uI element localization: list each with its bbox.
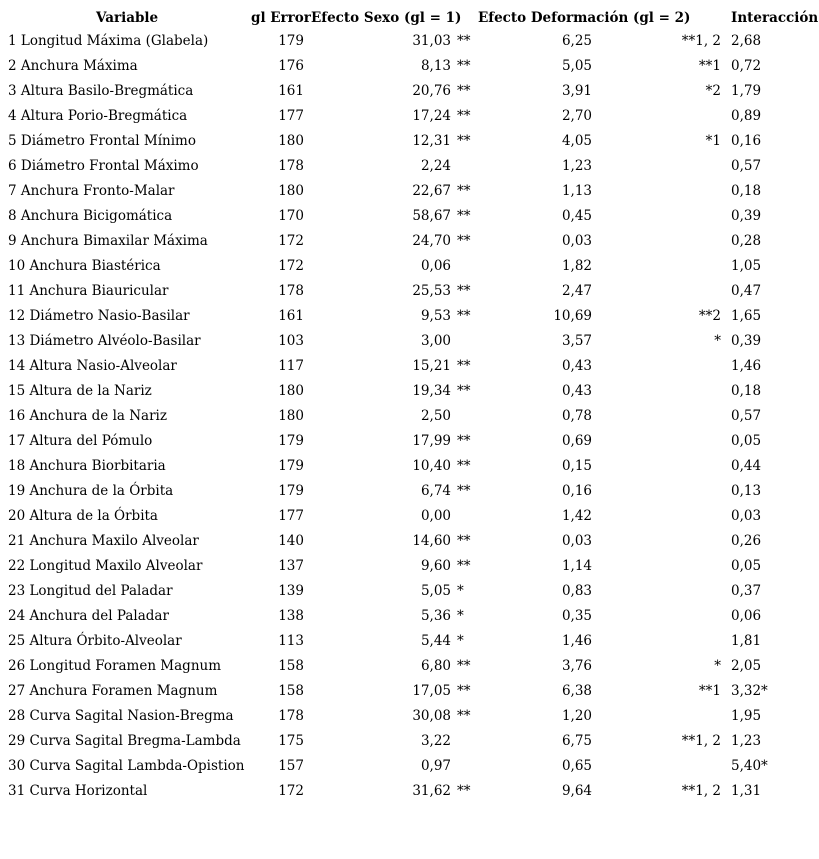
cell-efecto-sexo: 31,62	[412, 783, 451, 799]
cell-efecto-sexo: 5,44	[420, 633, 451, 649]
cell-interaccion: 1,79	[731, 83, 762, 99]
cell-gl-error: 179	[278, 458, 304, 474]
table-row	[0, 579, 819, 604]
cell-gl-error: 177	[278, 508, 304, 524]
table-row	[0, 229, 819, 254]
table-row	[0, 329, 819, 354]
cell-efecto-deformacion: 0,65	[561, 758, 592, 774]
cell-sexo-significance: **	[457, 458, 471, 474]
header-efecto-sexo: Efecto Sexo (gl = 1)	[311, 10, 462, 26]
table-row	[0, 154, 819, 179]
cell-interaccion: 1,05	[731, 258, 762, 274]
cell-gl-error: 177	[278, 108, 304, 124]
cell-sexo-significance: **	[457, 233, 471, 249]
cell-efecto-deformacion: 0,78	[561, 408, 592, 424]
cell-gl-error: 170	[278, 208, 304, 224]
cell-efecto-sexo: 0,00	[420, 508, 451, 524]
cell-variable: 25 Altura Órbito-Alveolar	[8, 633, 182, 649]
cell-sexo-significance: **	[457, 658, 471, 674]
cell-variable: 12 Diámetro Nasio-Basilar	[8, 308, 190, 324]
cell-efecto-deformacion: 0,69	[561, 433, 592, 449]
cell-efecto-deformacion: 0,45	[561, 208, 592, 224]
cell-interaccion: 0,47	[731, 283, 762, 299]
cell-interaccion: 3,32*	[731, 683, 768, 699]
cell-interaccion: 1,65	[731, 308, 762, 324]
cell-efecto-sexo: 14,60	[412, 533, 451, 549]
table-row	[0, 79, 819, 104]
cell-variable: 26 Longitud Foramen Magnum	[8, 658, 222, 674]
cell-efecto-deformacion: 6,38	[561, 683, 592, 699]
cell-deformacion-significance: *	[714, 333, 721, 349]
cell-efecto-sexo: 8,13	[420, 58, 451, 74]
cell-interaccion: 1,31	[731, 783, 762, 799]
cell-efecto-deformacion: 0,15	[561, 458, 592, 474]
cell-variable: 9 Anchura Bimaxilar Máxima	[8, 233, 208, 249]
cell-efecto-deformacion: 3,57	[561, 333, 592, 349]
cell-gl-error: 161	[278, 83, 304, 99]
cell-efecto-sexo: 10,40	[412, 458, 451, 474]
cell-sexo-significance: **	[457, 533, 471, 549]
cell-sexo-significance: **	[457, 208, 471, 224]
cell-efecto-sexo: 58,67	[412, 208, 451, 224]
cell-interaccion: 1,81	[731, 633, 762, 649]
cell-gl-error: 180	[278, 383, 304, 399]
cell-variable: 31 Curva Horizontal	[8, 783, 148, 799]
cell-gl-error: 180	[278, 133, 304, 149]
cell-variable: 21 Anchura Maxilo Alveolar	[8, 533, 199, 549]
table-row	[0, 679, 819, 704]
cell-gl-error: 172	[278, 783, 304, 799]
cell-efecto-deformacion: 1,14	[561, 558, 592, 574]
cell-efecto-sexo: 12,31	[412, 133, 451, 149]
cell-gl-error: 113	[278, 633, 304, 649]
cell-variable: 13 Diámetro Alvéolo-Basilar	[8, 333, 201, 349]
cell-gl-error: 161	[278, 308, 304, 324]
cell-gl-error: 179	[278, 483, 304, 499]
cell-efecto-deformacion: 5,05	[561, 58, 592, 74]
cell-deformacion-significance: *	[714, 658, 721, 674]
header-efecto-deformacion: Efecto Deformación (gl = 2)	[478, 10, 691, 26]
cell-variable: 30 Curva Sagital Lambda-Opistion	[8, 758, 245, 774]
table-row	[0, 429, 819, 454]
cell-sexo-significance: **	[457, 383, 471, 399]
cell-gl-error: 180	[278, 183, 304, 199]
cell-sexo-significance: **	[457, 483, 471, 499]
cell-variable: 17 Altura del Pómulo	[8, 433, 153, 449]
cell-deformacion-significance: **1, 2	[681, 33, 721, 49]
cell-efecto-deformacion: 0,43	[561, 383, 592, 399]
cell-sexo-significance: **	[457, 33, 471, 49]
cell-efecto-deformacion: 0,43	[561, 358, 592, 374]
cell-variable: 19 Anchura de la Órbita	[8, 483, 174, 499]
cell-sexo-significance: *	[457, 633, 464, 649]
cell-efecto-sexo: 22,67	[412, 183, 451, 199]
cell-sexo-significance: **	[457, 83, 471, 99]
cell-deformacion-significance: **1	[698, 58, 721, 74]
table-row	[0, 179, 819, 204]
cell-interaccion: 5,40*	[731, 758, 768, 774]
cell-efecto-deformacion: 0,83	[561, 583, 592, 599]
cell-interaccion: 0,05	[731, 433, 762, 449]
table-row	[0, 704, 819, 729]
cell-efecto-sexo: 15,21	[412, 358, 451, 374]
cell-gl-error: 137	[278, 558, 304, 574]
cell-gl-error: 172	[278, 233, 304, 249]
cell-efecto-sexo: 9,53	[420, 308, 451, 324]
cell-gl-error: 139	[278, 583, 304, 599]
cell-efecto-sexo: 31,03	[412, 33, 451, 49]
cell-gl-error: 176	[278, 58, 304, 74]
cell-efecto-deformacion: 9,64	[561, 783, 592, 799]
table-row	[0, 104, 819, 129]
cell-interaccion: 0,39	[731, 208, 762, 224]
cell-gl-error: 158	[278, 683, 304, 699]
cell-gl-error: 180	[278, 408, 304, 424]
cell-variable: 1 Longitud Máxima (Glabela)	[8, 33, 209, 49]
cell-sexo-significance: **	[457, 58, 471, 74]
cell-efecto-deformacion: 1,20	[561, 708, 592, 724]
table-row	[0, 454, 819, 479]
cell-efecto-sexo: 25,53	[412, 283, 451, 299]
cell-efecto-sexo: 0,97	[420, 758, 451, 774]
cell-gl-error: 140	[278, 533, 304, 549]
table-row	[0, 29, 819, 54]
cell-variable: 10 Anchura Biastérica	[8, 258, 161, 274]
table-row	[0, 279, 819, 304]
cell-efecto-deformacion: 0,35	[561, 608, 592, 624]
cell-interaccion: 0,18	[731, 383, 762, 399]
cell-variable: 23 Longitud del Paladar	[8, 583, 173, 599]
cell-sexo-significance: **	[457, 283, 471, 299]
table-row	[0, 654, 819, 679]
cell-deformacion-significance: **1, 2	[681, 783, 721, 799]
cell-interaccion: 0,05	[731, 558, 762, 574]
cell-efecto-deformacion: 1,42	[561, 508, 592, 524]
table-row	[0, 379, 819, 404]
cell-interaccion: 1,46	[731, 358, 762, 374]
cell-interaccion: 0,13	[731, 483, 762, 499]
cell-efecto-deformacion: 3,91	[561, 83, 592, 99]
table-row	[0, 129, 819, 154]
cell-variable: 8 Anchura Bicigomática	[8, 208, 173, 224]
cell-efecto-deformacion: 0,16	[561, 483, 592, 499]
cell-interaccion: 0,72	[731, 58, 762, 74]
cell-interaccion: 0,18	[731, 183, 762, 199]
cell-efecto-sexo: 0,06	[420, 258, 451, 274]
cell-variable: 7 Anchura Fronto-Malar	[8, 183, 175, 199]
cell-variable: 14 Altura Nasio-Alveolar	[8, 358, 177, 374]
table-row	[0, 354, 819, 379]
cell-gl-error: 175	[278, 733, 304, 749]
cell-efecto-deformacion: 1,46	[561, 633, 592, 649]
cell-efecto-deformacion: 1,82	[561, 258, 592, 274]
cell-sexo-significance: *	[457, 583, 464, 599]
table-row	[0, 254, 819, 279]
cell-variable: 20 Altura de la Órbita	[8, 508, 158, 524]
cell-interaccion: 1,95	[731, 708, 762, 724]
cell-interaccion: 2,05	[731, 658, 762, 674]
cell-efecto-deformacion: 1,13	[561, 183, 592, 199]
cell-deformacion-significance: **1, 2	[681, 733, 721, 749]
table-row	[0, 304, 819, 329]
cell-efecto-sexo: 3,22	[420, 733, 451, 749]
cell-variable: 29 Curva Sagital Bregma-Lambda	[8, 733, 241, 749]
cell-efecto-sexo: 17,99	[412, 433, 451, 449]
header-gl-error: gl Error	[251, 10, 311, 26]
cell-sexo-significance: **	[457, 433, 471, 449]
cell-efecto-deformacion: 0,03	[561, 233, 592, 249]
table-row	[0, 729, 819, 754]
cell-sexo-significance: **	[457, 133, 471, 149]
cell-sexo-significance: **	[457, 683, 471, 699]
cell-interaccion: 0,03	[731, 508, 762, 524]
cell-efecto-sexo: 2,24	[420, 158, 451, 174]
cell-efecto-sexo: 9,60	[420, 558, 451, 574]
cell-efecto-sexo: 3,00	[420, 333, 451, 349]
cell-efecto-deformacion: 3,76	[561, 658, 592, 674]
cell-variable: 2 Anchura Máxima	[8, 58, 138, 74]
cell-interaccion: 0,37	[731, 583, 762, 599]
cell-efecto-deformacion: 6,75	[561, 733, 592, 749]
cell-sexo-significance: **	[457, 358, 471, 374]
cell-variable: 24 Anchura del Paladar	[8, 608, 169, 624]
table-row	[0, 604, 819, 629]
cell-efecto-deformacion: 2,47	[561, 283, 592, 299]
table-row	[0, 754, 819, 779]
cell-sexo-significance: **	[457, 708, 471, 724]
cell-variable: 22 Longitud Maxilo Alveolar	[8, 558, 203, 574]
cell-gl-error: 178	[278, 708, 304, 724]
cell-variable: 16 Anchura de la Nariz	[8, 408, 167, 424]
cell-efecto-sexo: 6,74	[420, 483, 451, 499]
cell-gl-error: 172	[278, 258, 304, 274]
cell-sexo-significance: *	[457, 608, 464, 624]
cell-interaccion: 0,89	[731, 108, 762, 124]
header-variable: Variable	[96, 10, 159, 26]
cell-efecto-sexo: 24,70	[412, 233, 451, 249]
cell-interaccion: 0,06	[731, 608, 762, 624]
cell-variable: 18 Anchura Biorbitaria	[8, 458, 166, 474]
cell-deformacion-significance: **2	[698, 308, 721, 324]
cell-efecto-sexo: 2,50	[420, 408, 451, 424]
cell-variable: 4 Altura Porio-Bregmática	[8, 108, 188, 124]
cell-sexo-significance: **	[457, 783, 471, 799]
cell-gl-error: 138	[278, 608, 304, 624]
cell-efecto-deformacion: 6,25	[561, 33, 592, 49]
cell-variable: 11 Anchura Biauricular	[8, 283, 169, 299]
table-row	[0, 529, 819, 554]
cell-deformacion-significance: **1	[698, 683, 721, 699]
cell-gl-error: 179	[278, 33, 304, 49]
cell-deformacion-significance: *1	[705, 133, 721, 149]
cell-efecto-sexo: 20,76	[412, 83, 451, 99]
cell-efecto-sexo: 17,05	[412, 683, 451, 699]
cell-interaccion: 0,28	[731, 233, 762, 249]
cell-efecto-deformacion: 1,23	[561, 158, 592, 174]
cell-interaccion: 0,16	[731, 133, 762, 149]
cell-variable: 3 Altura Basilo-Bregmática	[8, 83, 194, 99]
cell-efecto-sexo: 6,80	[420, 658, 451, 674]
cell-gl-error: 179	[278, 433, 304, 449]
table-row	[0, 479, 819, 504]
table-row	[0, 629, 819, 654]
cell-variable: 15 Altura de la Nariz	[8, 383, 152, 399]
cell-gl-error: 117	[278, 358, 304, 374]
table-row	[0, 204, 819, 229]
cell-interaccion: 0,57	[731, 158, 762, 174]
cell-gl-error: 157	[278, 758, 304, 774]
cell-interaccion: 2,68	[731, 33, 762, 49]
cell-efecto-deformacion: 10,69	[553, 308, 592, 324]
cell-interaccion: 0,57	[731, 408, 762, 424]
cell-efecto-deformacion: 4,05	[561, 133, 592, 149]
cell-efecto-deformacion: 0,03	[561, 533, 592, 549]
cell-interaccion: 0,44	[731, 458, 762, 474]
table-row	[0, 54, 819, 79]
cell-interaccion: 0,39	[731, 333, 762, 349]
table-row	[0, 404, 819, 429]
cell-interaccion: 0,26	[731, 533, 762, 549]
cell-efecto-sexo: 5,36	[420, 608, 451, 624]
cell-efecto-sexo: 5,05	[420, 583, 451, 599]
cell-gl-error: 178	[278, 283, 304, 299]
header-interaccion: Interacción	[731, 10, 819, 26]
cell-gl-error: 103	[278, 333, 304, 349]
table-row	[0, 779, 819, 804]
cell-efecto-sexo: 19,34	[412, 383, 451, 399]
cell-sexo-significance: **	[457, 183, 471, 199]
cell-gl-error: 158	[278, 658, 304, 674]
cell-sexo-significance: **	[457, 308, 471, 324]
cell-sexo-significance: **	[457, 558, 471, 574]
cell-sexo-significance: **	[457, 108, 471, 124]
cell-efecto-sexo: 17,24	[412, 108, 451, 124]
cell-variable: 28 Curva Sagital Nasion-Bregma	[8, 708, 234, 724]
cell-deformacion-significance: *2	[705, 83, 721, 99]
cell-variable: 27 Anchura Foramen Magnum	[8, 683, 218, 699]
cell-variable: 5 Diámetro Frontal Mínimo	[8, 133, 196, 149]
cell-efecto-sexo: 30,08	[412, 708, 451, 724]
cell-variable: 6 Diámetro Frontal Máximo	[8, 158, 199, 174]
cell-interaccion: 1,23	[731, 733, 762, 749]
cell-efecto-deformacion: 2,70	[561, 108, 592, 124]
table-row	[0, 504, 819, 529]
table-row	[0, 554, 819, 579]
cell-gl-error: 178	[278, 158, 304, 174]
